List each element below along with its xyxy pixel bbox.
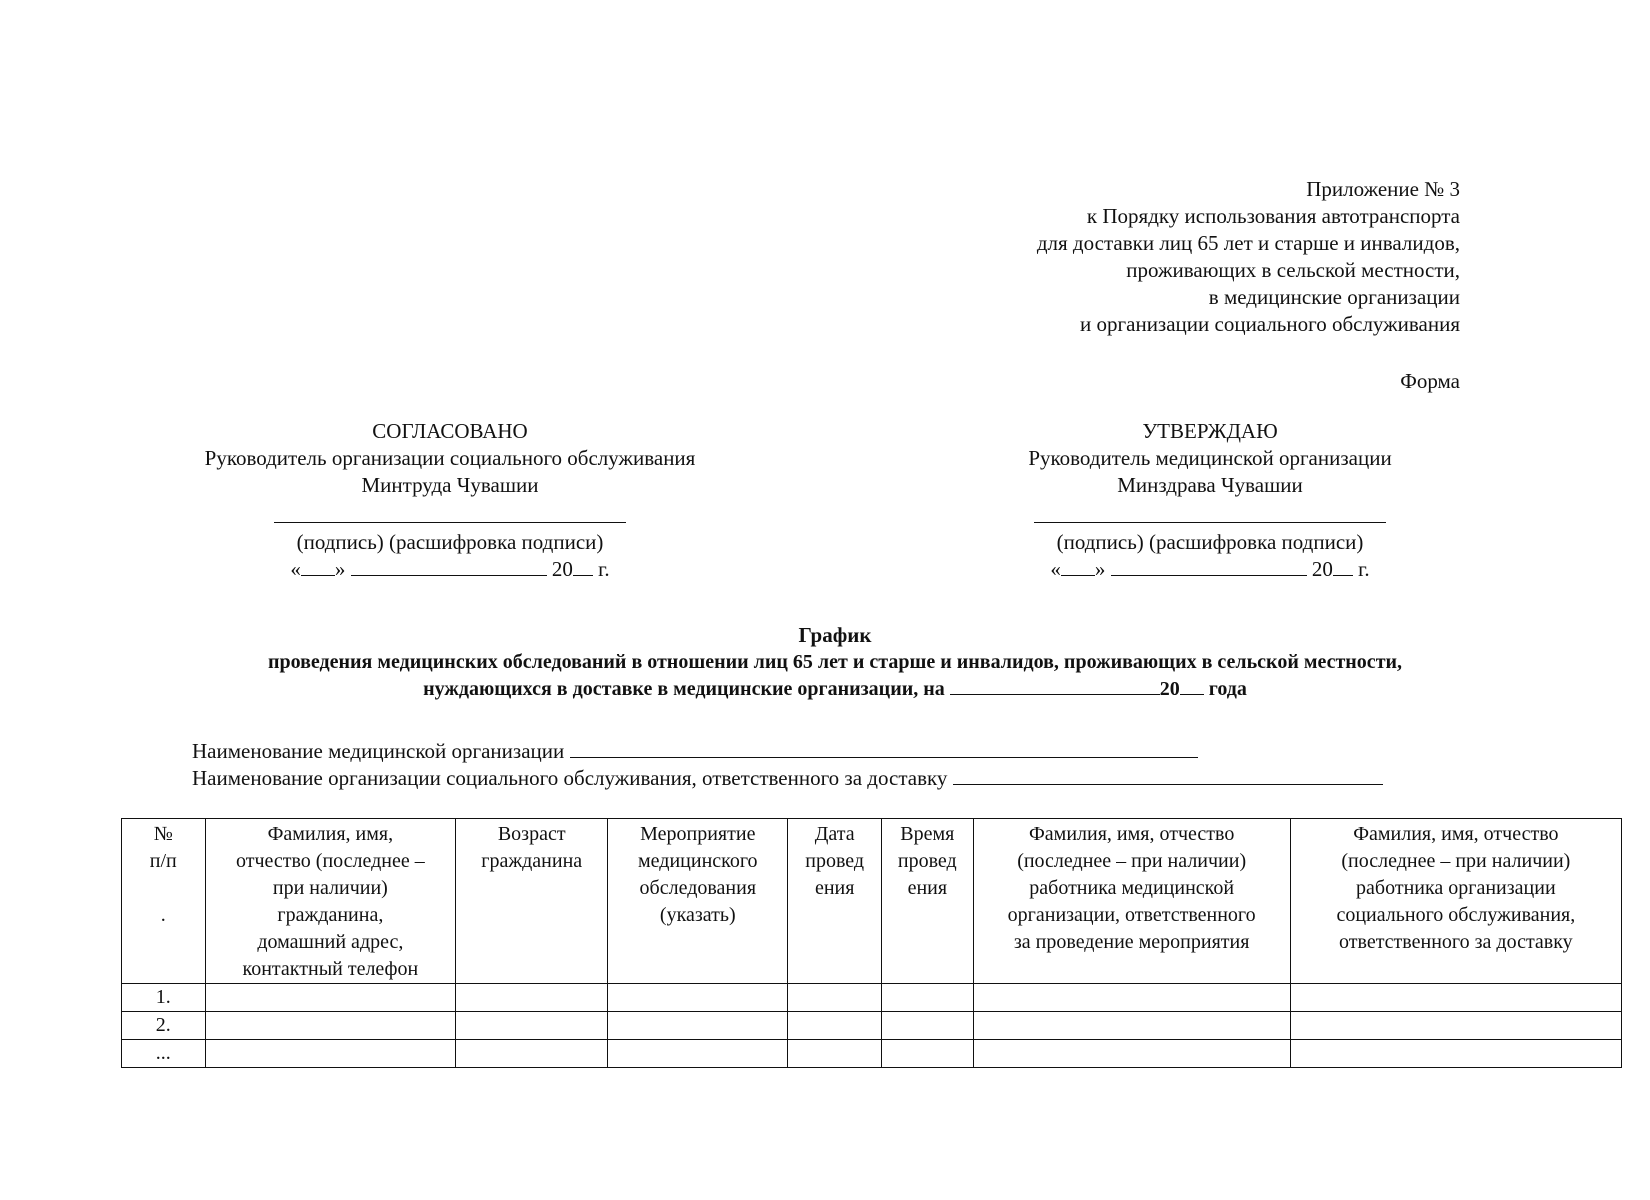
agreed-month-blank[interactable]: [351, 557, 547, 576]
social-org-label: Наименование организации социального обслуживания, ответственного за доставку: [192, 766, 948, 790]
agreed-date-row: [170, 556, 730, 583]
social-org-blank[interactable]: [953, 766, 1383, 785]
approved-date-row: [990, 556, 1430, 583]
header-date: Дата провед ения: [788, 819, 882, 984]
header-event: Мероприятие медицинского обследования (указать): [608, 819, 788, 984]
title-month-blank[interactable]: [950, 676, 1160, 695]
table-cell[interactable]: [205, 1040, 456, 1068]
header-age: Возраст гражданина: [456, 819, 608, 984]
table-cell[interactable]: [205, 1012, 456, 1040]
header-social-worker: Фамилия, имя, отчество (последнее – при наличии) работника организации социального обслуживания, ответственного за доставку: [1290, 819, 1621, 984]
appendix-line: в медицинские организации: [1208, 285, 1460, 309]
approved-day-blank[interactable]: [1061, 557, 1095, 576]
form-label: Форма: [1400, 369, 1460, 393]
header-time: Время провед ения: [882, 819, 974, 984]
approved-signature-caption: (подпись) (расшифровка подписи): [1056, 530, 1364, 554]
agreed-signature-caption: (подпись) (расшифровка подписи): [296, 530, 604, 554]
approved-block: [990, 418, 1430, 583]
table-row: [122, 984, 1622, 1012]
title-line-3: [150, 676, 1520, 703]
table-cell[interactable]: [1290, 1012, 1621, 1040]
appendix-line: для доставки лиц 65 лет и старше и инвалидов,: [1036, 231, 1460, 255]
agreed-ministry: Минтруда Чувашии: [361, 473, 539, 497]
table-cell[interactable]: [1290, 1040, 1621, 1068]
table-row: [122, 1040, 1622, 1068]
schedule-table: [121, 818, 1622, 1068]
title-line-2: проведения медицинских обследований в отношении лиц 65 лет и старше и инвалидов, проживающих в сельской местности,: [267, 651, 1403, 673]
approved-month-blank[interactable]: [1111, 557, 1307, 576]
table-cell[interactable]: [973, 984, 1290, 1012]
table-cell[interactable]: [882, 984, 974, 1012]
table-cell[interactable]: [973, 1040, 1290, 1068]
table-cell[interactable]: [456, 984, 608, 1012]
agreed-date-open-quote: «: [290, 557, 301, 581]
organization-fields: [192, 738, 1383, 792]
title-year-suffix: года: [1203, 678, 1247, 700]
approved-year-blank[interactable]: [1333, 557, 1353, 576]
approved-date-open-quote: «: [1050, 557, 1061, 581]
header-citizen-name: Фамилия, имя, отчество (последнее – при наличии) гражданина, домашний адрес, контактный телефон: [205, 819, 456, 984]
appendix-line: Приложение № 3: [1306, 177, 1460, 201]
table-cell[interactable]: [456, 1012, 608, 1040]
table-cell[interactable]: [205, 984, 456, 1012]
appendix-line: к Порядку использования автотранспорта: [1086, 204, 1460, 228]
medical-org-blank[interactable]: [570, 739, 1198, 758]
approved-date-close-quote: »: [1094, 557, 1106, 581]
approved-position: Руководитель медицинской организации: [1028, 446, 1392, 470]
social-org-row: [192, 765, 1383, 792]
table-header-row: [122, 819, 1622, 984]
table-cell[interactable]: [788, 1012, 882, 1040]
agreed-year-blank[interactable]: [573, 557, 593, 576]
table-cell[interactable]: [1290, 984, 1621, 1012]
title-year-prefix: 20: [1159, 678, 1180, 700]
approved-signature-line[interactable]: [1034, 521, 1386, 523]
approved-ministry: Минздрава Чувашии: [1117, 473, 1303, 497]
appendix-header: [1037, 176, 1460, 338]
title-line-3-prefix: нуждающихся в доставке в медицинские организации, на: [423, 678, 945, 700]
agreed-date-close-quote: »: [334, 557, 346, 581]
table-cell[interactable]: [456, 1040, 608, 1068]
table-row: [122, 1012, 1622, 1040]
table-cell[interactable]: [882, 1012, 974, 1040]
agreed-year-suffix: г.: [592, 557, 610, 581]
agreed-heading: СОГЛАСОВАНО: [372, 419, 528, 443]
table-cell[interactable]: [608, 1012, 788, 1040]
row-number: ...: [122, 1040, 206, 1068]
header-medical-worker: Фамилия, имя, отчество (последнее – при наличии) работника медицинской организации, ответственного за проведение мероприятия: [973, 819, 1290, 984]
agreed-signature-line[interactable]: [274, 521, 626, 523]
agreed-day-blank[interactable]: [301, 557, 335, 576]
table-cell[interactable]: [788, 1040, 882, 1068]
appendix-line: и организации социального обслуживания: [1080, 312, 1460, 336]
row-number: 2.: [122, 1012, 206, 1040]
document-title: [150, 622, 1520, 703]
table-cell[interactable]: [608, 984, 788, 1012]
row-number: 1.: [122, 984, 206, 1012]
table-cell[interactable]: [882, 1040, 974, 1068]
header-number: № п/п .: [122, 819, 206, 984]
table-cell[interactable]: [973, 1012, 1290, 1040]
medical-org-row: [192, 738, 1383, 765]
medical-org-label: Наименование медицинской организации: [192, 739, 565, 763]
approved-heading: УТВЕРЖДАЮ: [1142, 419, 1278, 443]
approved-year-prefix: 20: [1311, 557, 1333, 581]
agreed-block: [170, 418, 730, 583]
agreed-position: Руководитель организации социального обслуживания: [204, 446, 696, 470]
table-cell[interactable]: [788, 984, 882, 1012]
title-main: График: [798, 623, 872, 647]
table-cell[interactable]: [608, 1040, 788, 1068]
appendix-line: проживающих в сельской местности,: [1126, 258, 1460, 282]
title-year-blank[interactable]: [1180, 676, 1204, 695]
approved-year-suffix: г.: [1352, 557, 1370, 581]
agreed-year-prefix: 20: [551, 557, 573, 581]
